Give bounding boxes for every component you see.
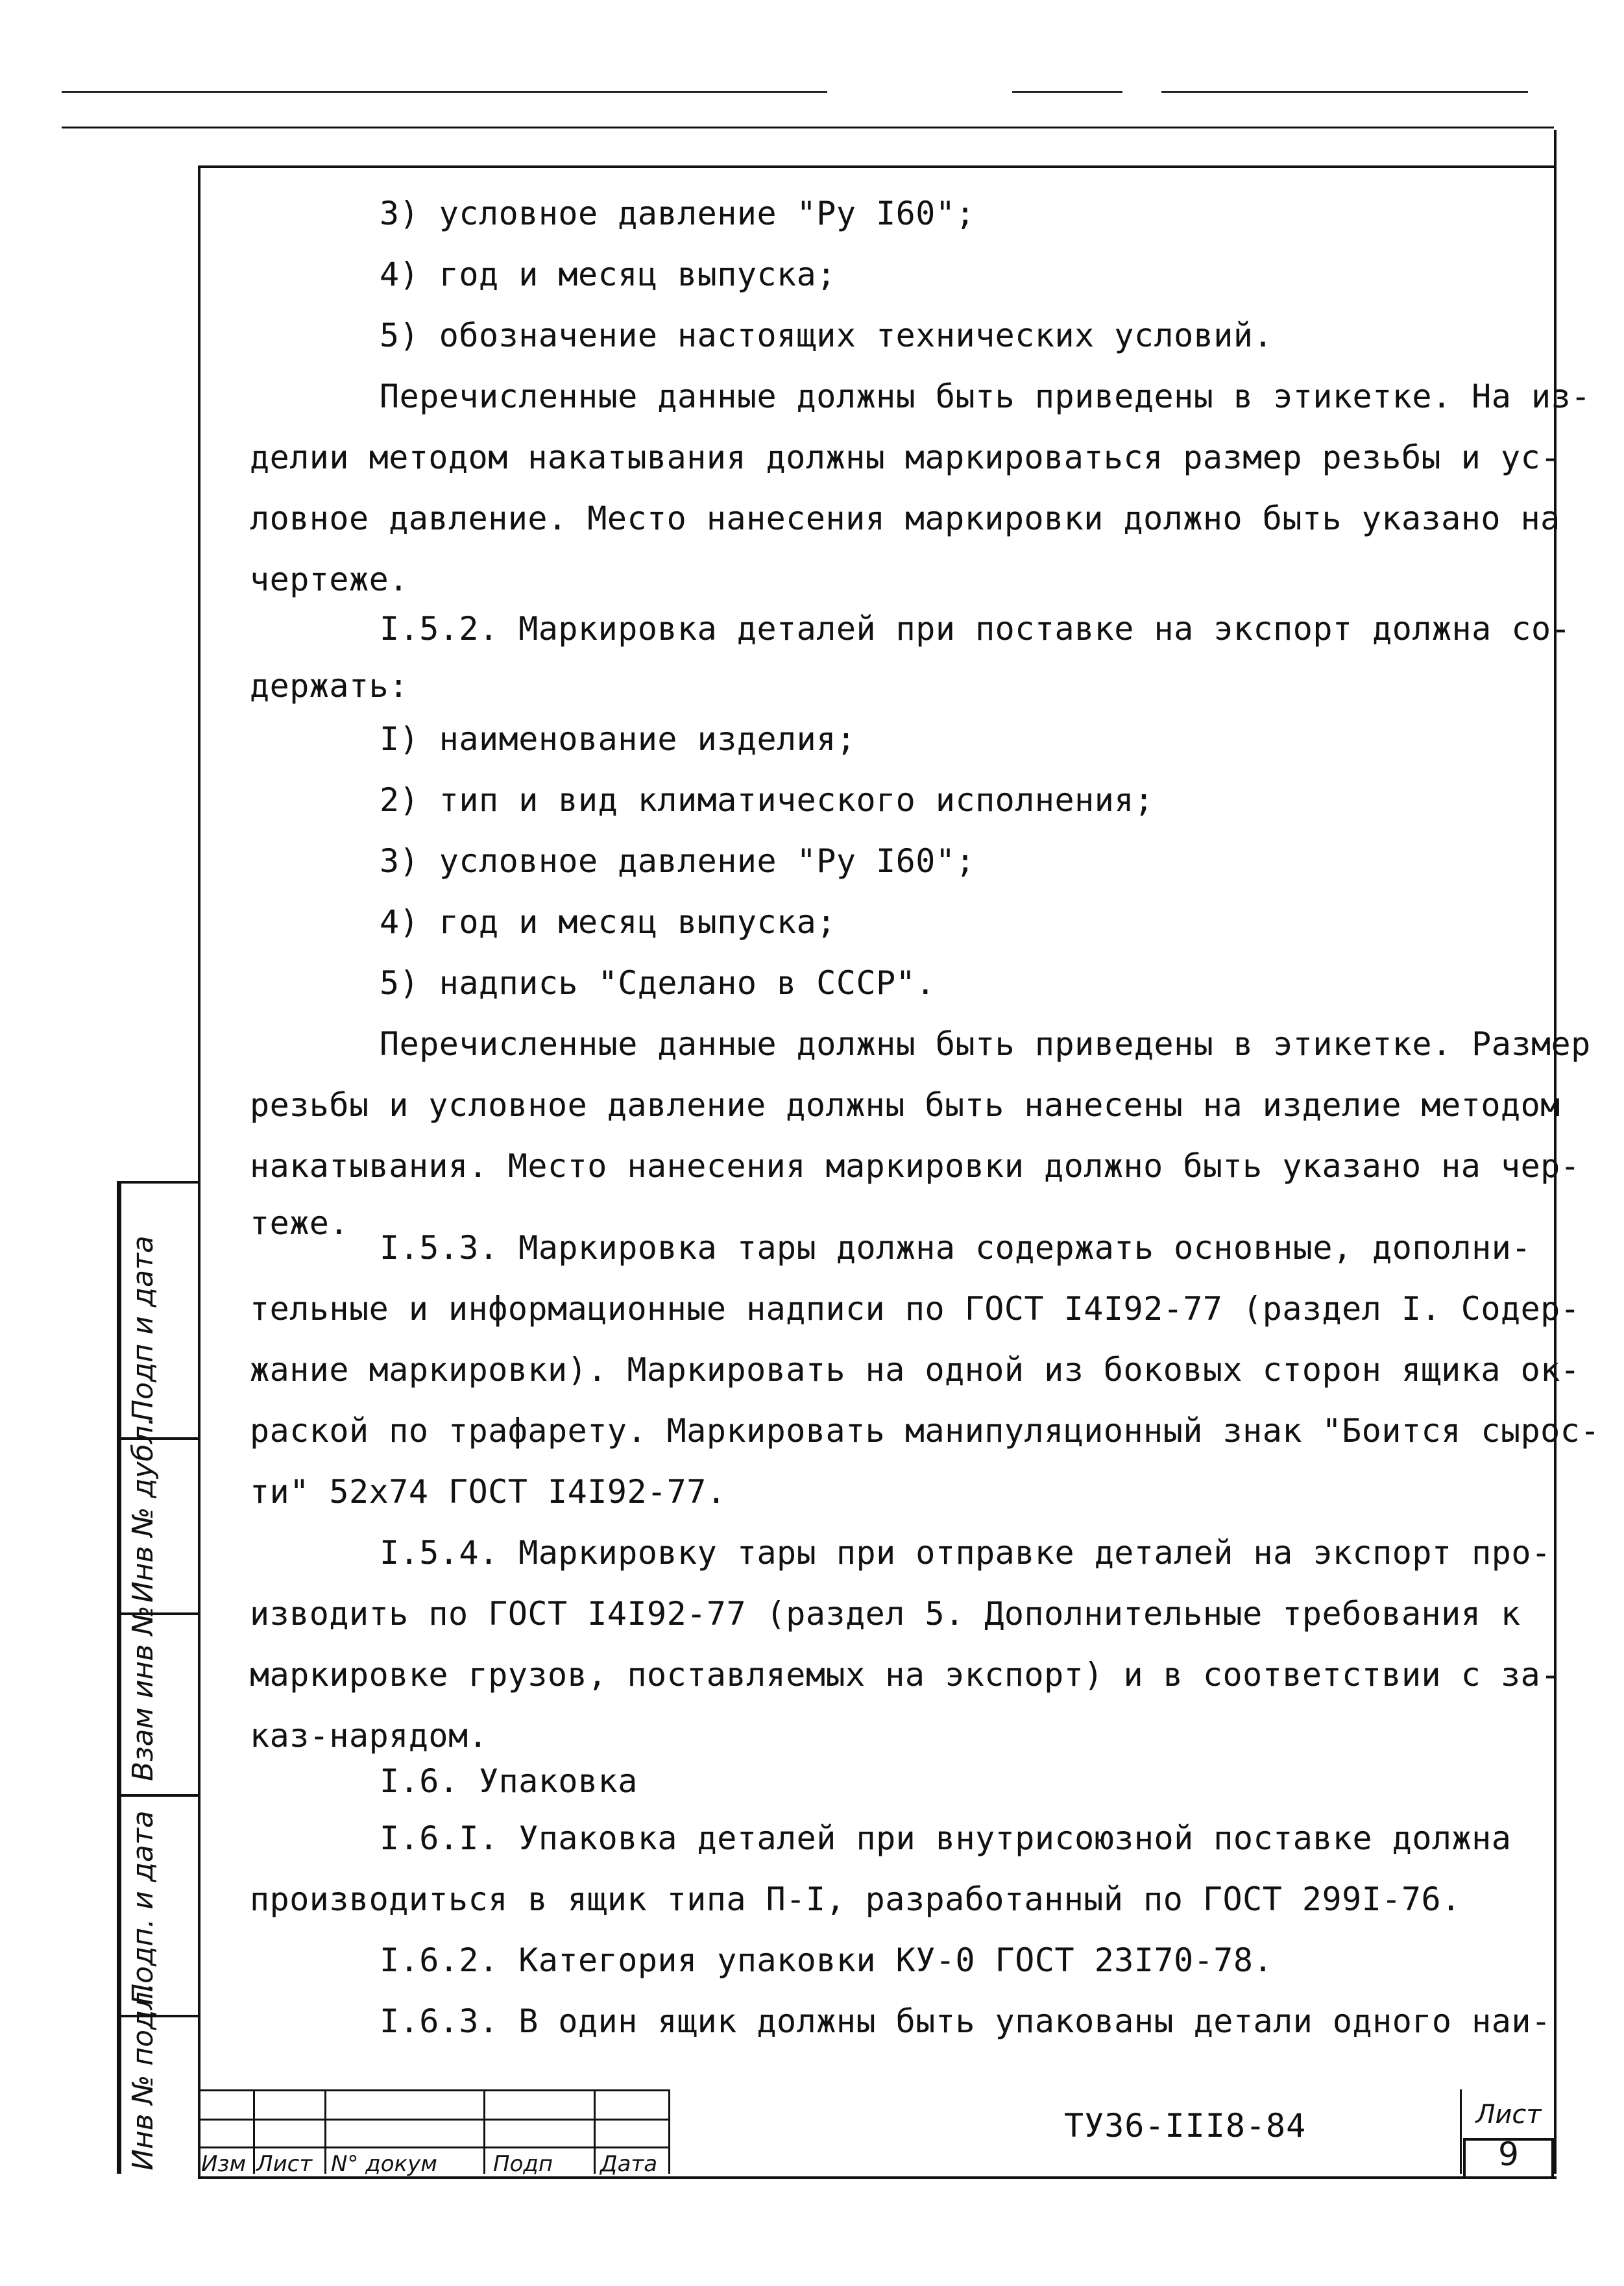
sheet-label: Лист (1475, 2100, 1542, 2130)
tb-col-podp: Подп (493, 2151, 553, 2177)
text-line: ловное давление. Место нанесения маркировки должно быть указано на (250, 500, 1560, 537)
tb-line (483, 2089, 485, 2174)
text-line: производиться в ящик типа П-I, разработанный по ГОСТ 299I-76. (250, 1880, 1461, 1918)
tb-line (253, 2089, 255, 2174)
text-line: 5) обозначение настоящих технических условий. (380, 317, 1274, 354)
text-line: I) наименование изделия; (380, 720, 856, 758)
text-line: I.5.3. Маркировка тары должна содержать основные, дополни- (380, 1229, 1531, 1267)
tb-col-list: Лист (256, 2151, 313, 2177)
text-line: жание маркировки). Маркировать на одной из боковых сторон ящика ок- (250, 1351, 1581, 1389)
tb-line (1460, 2089, 1462, 2174)
text-line: держать: (250, 667, 409, 705)
title-block (198, 2089, 1554, 2177)
tb-col-doc: N° докум (331, 2151, 437, 2177)
text-line: 2) тип и вид климатического исполнения; (380, 781, 1154, 819)
text-line: делии методом накатывания должны маркироваться размер резьбы и ус- (250, 439, 1560, 476)
tb-line (198, 2119, 668, 2121)
text-line: изводить по ГОСТ I4I92-77 (раздел 5. Дополнительные требования к (250, 1595, 1521, 1633)
side-cell-divider (119, 1181, 200, 1184)
text-line: теже. (250, 1204, 350, 1242)
tb-col-data: Дата (600, 2151, 658, 2177)
text-line: Перечисленные данные должны быть приведены в этикетке. На из- (380, 378, 1591, 415)
text-line: I.6.2. Категория упаковки КУ-0 ГОСТ 23I70-78. (380, 1941, 1274, 1979)
tb-line (668, 2089, 670, 2174)
top-rule-1 (62, 91, 827, 93)
tb-line (198, 2146, 668, 2148)
top-rule-2 (1012, 91, 1122, 93)
text-line: 5) надпись "Сделано в СССР". (380, 964, 936, 1002)
text-line: 4) год и месяц выпуска; (380, 903, 836, 941)
side-cell-divider (119, 1794, 200, 1797)
text-line: раской по трафарету. Маркировать манипуляционный знак "Боится сырос- (250, 1412, 1600, 1450)
tb-line (198, 2089, 668, 2091)
text-line: маркировке грузов, поставляемых на экспорт) и в соответствии с за- (250, 1656, 1560, 1694)
tb-line (594, 2089, 596, 2174)
text-line: чертеже. (250, 561, 409, 598)
side-label-sign-date-1: Подп и дата (127, 1235, 160, 1421)
text-line: 3) условное давление "Ру I60"; (380, 195, 976, 232)
side-inner-line (119, 1181, 121, 2174)
text-line: I.6. Упаковка (380, 1762, 638, 1800)
text-line: Перечисленные данные должны быть приведены в этикетке. Размер (380, 1025, 1591, 1063)
top-rule-4 (62, 127, 1554, 128)
text-line: 3) условное давление "Ру I60"; (380, 842, 976, 880)
text-line: накатывания. Место нанесения маркировки должно быть указано на чер- (250, 1147, 1581, 1185)
side-label-vzam-inv: Взам инв № (127, 1605, 160, 1781)
text-line: ти" 52x74 ГОСТ I4I92-77. (250, 1473, 727, 1511)
side-label-inv-orig: Инв № подл. (127, 1982, 160, 2170)
side-label-inv-dubl: Инв № дубл. (127, 1416, 160, 1603)
document-code: ТУ36-III8-84 (1064, 2107, 1307, 2145)
text-line: I.5.2. Маркировка деталей при поставке на экспорт должна со- (380, 610, 1571, 648)
text-line: I.5.4. Маркировку тары при отправке деталей на экспорт про- (380, 1534, 1551, 1572)
sheet-number: 9 (1498, 2135, 1519, 2173)
top-rule-3 (1161, 91, 1528, 93)
tb-col-izm: Изм (201, 2151, 247, 2177)
side-outer-line (117, 1181, 119, 2174)
text-line: I.6.I. Упаковка деталей при внутрисоюзной поставке должна (380, 1819, 1512, 1857)
text-line: каз-нарядом. (250, 1717, 489, 1755)
tb-line (324, 2089, 326, 2174)
text-line: резьбы и условное давление должны быть нанесены на изделие методом (250, 1086, 1560, 1124)
text-line: 4) год и месяц выпуска; (380, 256, 836, 293)
text-line: I.6.3. В один ящик должны быть упакованы детали одного наи- (380, 2002, 1551, 2040)
side-label-sign-date-2: Подп. и дата (127, 1810, 160, 2005)
text-line: тельные и информационные надписи по ГОСТ I4I92-77 (раздел I. Содер- (250, 1290, 1581, 1328)
